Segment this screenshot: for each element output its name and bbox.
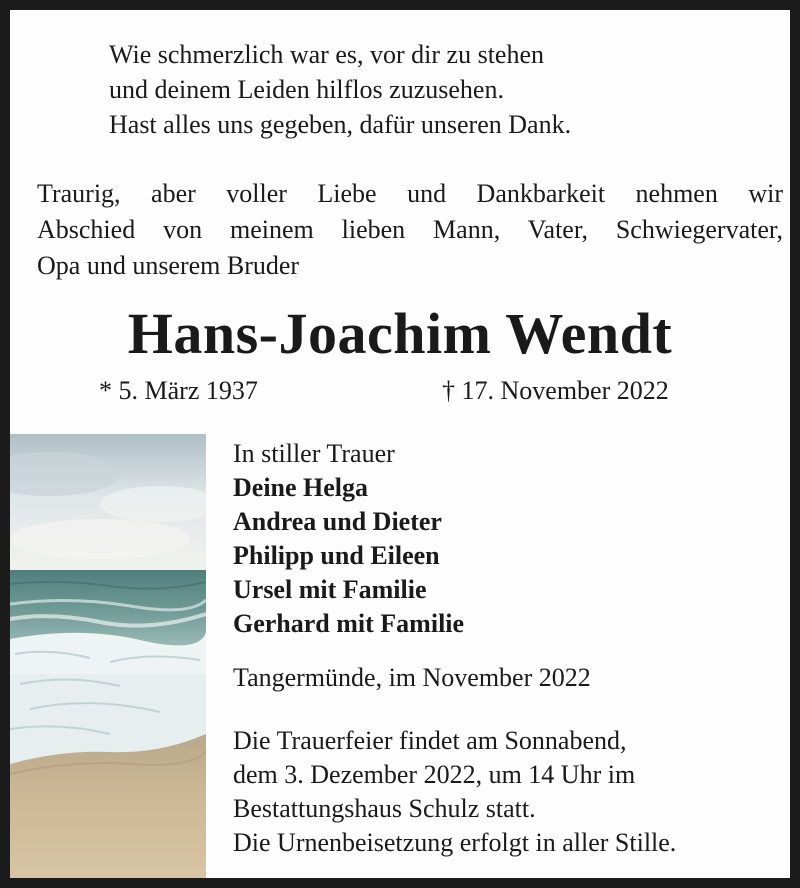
mourner-name: Philipp und Eileen (233, 541, 440, 570)
mourners-block (233, 437, 464, 641)
intro-line: Abschied von meinem lieben Mann, Vater, Schwiegervater, (37, 215, 783, 244)
funeral-line: Die Trauerfeier findet am Sonnabend, (233, 726, 627, 755)
mourners-heading: In stiller Trauer (233, 439, 395, 468)
farewell-intro (37, 176, 783, 284)
mourner-name: Andrea und Dieter (233, 507, 442, 536)
beach-photo (10, 434, 206, 888)
funeral-line: dem 3. Dezember 2022, um 14 Uhr im (233, 760, 636, 789)
mourner-name: Deine Helga (233, 473, 369, 502)
place-and-date: Tangermünde, im November 2022 (233, 663, 591, 692)
funeral-line: Die Urnenbeisetzung erfolgt in aller Stille. (233, 828, 677, 857)
funeral-line: Bestattungshaus Schulz statt. (233, 794, 536, 823)
poem-line: Hast alles uns gegeben, dafür unseren Dank. (109, 110, 572, 139)
poem-line: und deinem Leiden hilflos zuzusehen. (109, 75, 504, 104)
memorial-poem (109, 37, 571, 142)
funeral-details (233, 724, 676, 860)
mourner-name: Ursel mit Familie (233, 575, 427, 604)
deceased-name: Hans-Joachim Wendt (127, 301, 673, 366)
death-date: † 17. November 2022 (442, 376, 669, 405)
mourner-name: Gerhard mit Familie (233, 609, 465, 638)
intro-line: Opa und unserem Bruder (37, 251, 300, 280)
birth-date: * 5. März 1937 (99, 376, 258, 405)
intro-line: Traurig, aber voller Liebe und Dankbarkeit nehmen wir (37, 179, 783, 208)
poem-line: Wie schmerzlich war es, vor dir zu stehen (109, 40, 545, 69)
